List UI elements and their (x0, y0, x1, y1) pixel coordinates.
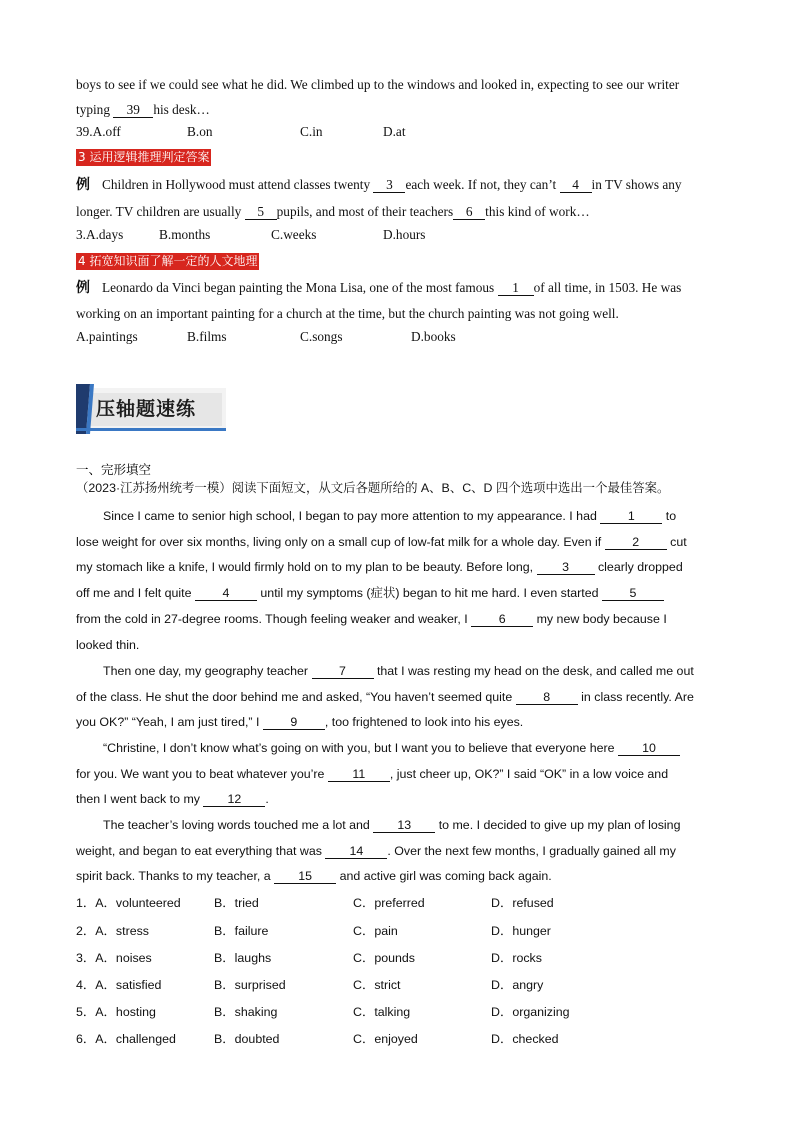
text: Since I came to senior high school, I began to pay more attention to my appearance. I had (103, 509, 597, 523)
blank-3: 3 (537, 560, 595, 575)
option-c: C.in (300, 124, 323, 139)
blank-11: 11 (328, 767, 390, 782)
option-c: C.weeks (271, 227, 317, 242)
text: . Over the next few months, I gradually gained all my (387, 844, 676, 858)
blank-4: 4 (195, 586, 257, 601)
option-d: D.hours (383, 227, 426, 242)
blank-6: 6 (471, 612, 533, 627)
q6-option-a: 6．A．challenged (76, 1032, 176, 1046)
q4-option-a: 4．A．satisfied (76, 978, 162, 992)
text: until my symptoms (症状) began to hit me hard. I even started (260, 586, 599, 600)
highlight-heading: 3 运用逻辑推理判定答案 (78, 150, 210, 164)
blank-1: 1 (600, 509, 662, 524)
passage-line (76, 688, 720, 706)
q2-option-b: B．failure (214, 924, 269, 938)
q2-option-a: 2．A．stress (76, 924, 149, 938)
text: looked thin. (76, 638, 140, 652)
text: （2023·江苏扬州统考一模）阅读下面短文，从文后各题所给的 A、B、C、D 四个选项中选出一个最佳答案。 (76, 481, 670, 495)
text: off me and I felt quite (76, 586, 192, 600)
q1-option-b: B．tried (214, 896, 259, 910)
text: then I went back to my (76, 792, 200, 806)
text: this kind of work… (485, 204, 590, 219)
text: of all time, in 1503. He was (533, 280, 682, 295)
text: each week. If not, they can’t (405, 177, 557, 192)
example-marker: 例 (76, 177, 90, 193)
passage-line (76, 101, 720, 119)
text: typing (76, 102, 110, 117)
q3-option-c: C．pounds (353, 951, 415, 965)
passage-line (76, 713, 720, 731)
option-a: A.paintings (76, 329, 138, 344)
q6-option-c: C．enjoyed (353, 1032, 418, 1046)
text: Leonardo da Vinci began painting the Mona Lisa, one of the most famous (102, 280, 495, 295)
option-a: 3.A.days (76, 227, 124, 242)
q3-option-d: D．rocks (491, 951, 542, 965)
text: clearly dropped (597, 560, 683, 574)
passage-line (76, 790, 720, 808)
option-d: D.at (383, 124, 406, 139)
q5-option-a: 5．A．hosting (76, 1005, 156, 1019)
text: longer. TV children are usually (76, 204, 242, 219)
blank-13: 13 (373, 818, 435, 833)
text: you OK?” “Yeah, I am just tired,” I (76, 715, 260, 729)
q6-option-b: B．doubted (214, 1032, 280, 1046)
example-line (76, 203, 720, 221)
section-banner (76, 384, 226, 434)
banner-title: 压轴题速练 (96, 398, 197, 420)
passage-line (76, 765, 720, 783)
passage-line (76, 558, 720, 576)
text: in class recently. Are (581, 690, 694, 704)
blank-8: 8 (516, 690, 578, 705)
text: to me. I decided to give up my plan of losing (438, 818, 681, 832)
q1-option-a: 1．A．volunteered (76, 896, 181, 910)
blank-7: 7 (312, 664, 374, 679)
blank-12: 12 (203, 792, 265, 807)
q3-option-a: 3．A．noises (76, 951, 152, 965)
q5-option-c: C．talking (353, 1005, 411, 1019)
blank-2: 2 (605, 535, 667, 550)
text: . (265, 792, 269, 806)
blank-3: 3 (373, 178, 405, 193)
blank-6: 6 (453, 205, 485, 220)
q5-option-d: D．organizing (491, 1005, 570, 1019)
text: my new body because I (536, 612, 667, 626)
text: Then one day, my geography teacher (103, 664, 309, 678)
q2-option-c: C．pain (353, 924, 398, 938)
highlight-heading: 4 拓宽知识面了解一定的人文地理 (78, 254, 258, 268)
tip-heading (76, 252, 720, 270)
blank-9: 9 (263, 715, 325, 730)
passage-line (76, 76, 720, 94)
passage-line (76, 610, 720, 628)
text: and active girl was coming back again. (339, 869, 552, 883)
passage-line (103, 739, 720, 757)
option-b: B.films (187, 329, 227, 344)
text: , too frightened to look into his eyes. (324, 715, 524, 729)
example-line (76, 176, 720, 194)
q4-option-b: B．surprised (214, 978, 286, 992)
text: of the class. He shut the door behind me and asked, “You haven’t seemed quite (76, 690, 513, 704)
passage-line (76, 636, 720, 654)
passage-line (76, 842, 720, 860)
section-heading: 一、完形填空 (76, 462, 152, 477)
text: “Christine, I don’t know what’s going on with you, but I want you to believe that everyone here (103, 741, 615, 755)
text: lose weight for over six months, living only on a small cup of low-fat milk for a whole day. Even if (76, 535, 602, 549)
q5-option-b: B．shaking (214, 1005, 278, 1019)
option-c: C.songs (300, 329, 343, 344)
blank-5: 5 (245, 205, 277, 220)
passage-line (76, 584, 720, 602)
text: spirit back. Thanks to my teacher, a (76, 869, 271, 883)
blank-1: 1 (498, 281, 534, 296)
q2-option-d: D．hunger (491, 924, 551, 938)
text: for you. We want you to beat whatever you’re (76, 767, 325, 781)
blank-14: 14 (325, 844, 387, 859)
q4-option-c: C．strict (353, 978, 401, 992)
q6-option-d: D．checked (491, 1032, 559, 1046)
text: boys to see if we could see what he did. We climbed up to the windows and looked in, expecting to see our writer (76, 77, 680, 92)
passage-line (76, 533, 720, 551)
text: his desk… (153, 102, 210, 117)
example-line (76, 305, 720, 323)
option-b: B.months (159, 227, 211, 242)
text: Children in Hollywood must attend classes twenty (102, 177, 371, 192)
text: that I was resting my head on the desk, and called me out (376, 664, 694, 678)
blank-10: 10 (618, 741, 680, 756)
text: The teacher’s loving words touched me a lot and (103, 818, 370, 832)
q1-option-d: D．refused (491, 896, 554, 910)
text: weight, and began to eat everything that was (76, 844, 322, 858)
q3-option-b: B．laughs (214, 951, 272, 965)
text: cut (670, 535, 687, 549)
blank-39: 39 (113, 103, 153, 118)
blank-15: 15 (274, 869, 336, 884)
passage-line (103, 662, 720, 680)
passage-line (103, 507, 720, 525)
text: in TV shows any (591, 177, 682, 192)
text: to (665, 509, 677, 523)
text: my stomach like a knife, I would firmly hold on to my plan to be beauty. Before long, (76, 560, 534, 574)
blank-4: 4 (560, 178, 592, 193)
q4-option-d: D．angry (491, 978, 544, 992)
text: working on an important painting for a church at the time, but the church painting was not going well. (76, 306, 619, 321)
example-line (76, 279, 720, 297)
option-b: B.on (187, 124, 213, 139)
text: pupils, and most of their teachers (276, 204, 454, 219)
instruction (76, 479, 722, 497)
text: from the cold in 27-degree rooms. Though feeling weaker and weaker, I (76, 612, 468, 626)
q1-option-c: C．preferred (353, 896, 425, 910)
tip-heading (76, 148, 720, 166)
example-marker: 例 (76, 280, 90, 296)
passage-line (103, 816, 720, 834)
passage-line (76, 867, 720, 885)
option-d: D.books (411, 329, 456, 344)
text: , just cheer up, OK?” I said “OK” in a low voice and (389, 767, 669, 781)
option-a: 39.A.off (76, 124, 121, 139)
blank-5: 5 (602, 586, 664, 601)
